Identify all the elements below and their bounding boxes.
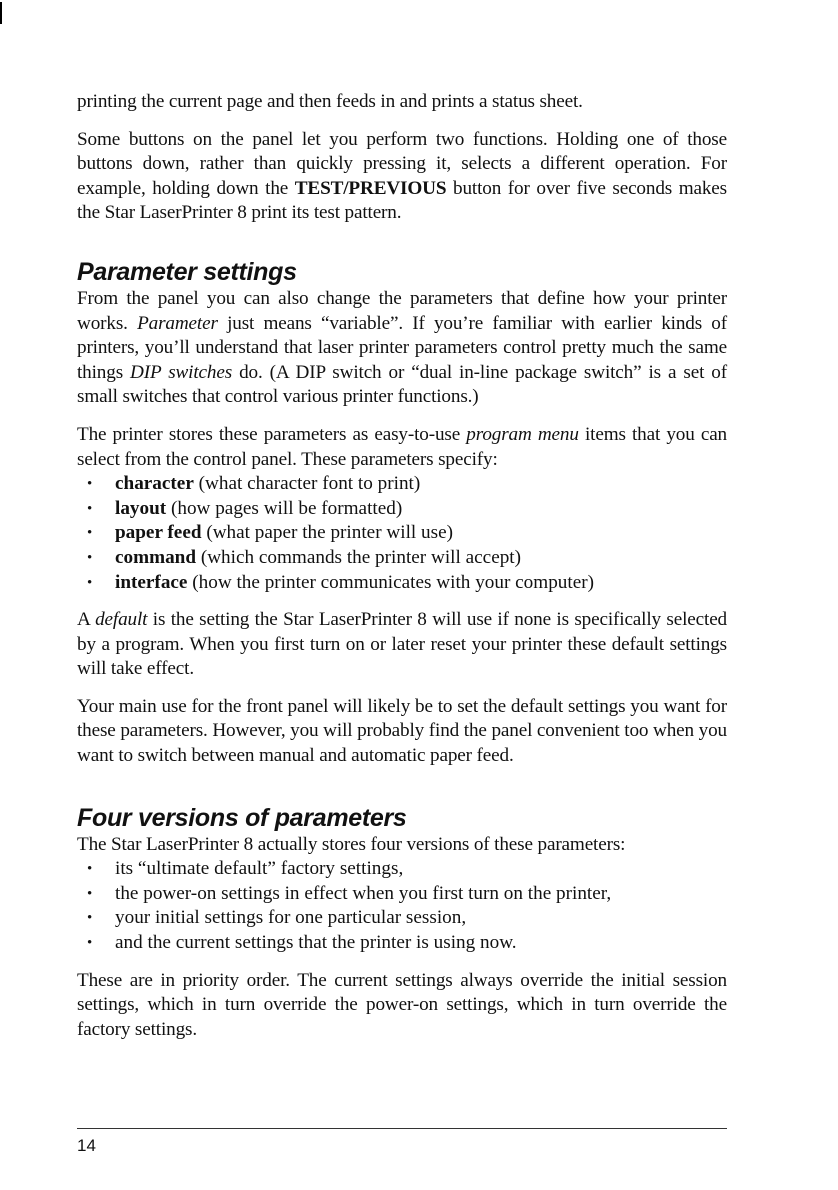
versions-list bbox=[77, 857, 727, 955]
list-item: • layout (how pages will be formatted) bbox=[77, 497, 727, 522]
list-item: • paper feed (what paper the printer will use) bbox=[77, 521, 727, 546]
program-menu-paragraph: The printer stores these parameters as easy-to-use program menu items that you can select from the control panel. These parameters specify: bbox=[77, 423, 728, 470]
buttons-paragraph: Some buttons on the panel let you perform two functions. Holding one of those buttons down, rather than quickly pressing it, selects a different operation. For example, holding down the TEST/PREVIOUS button for over five seconds makes the Star LaserPrinter 8 print its test pattern. bbox=[77, 128, 727, 224]
list-item: • interface (how the printer communicates with your computer) bbox=[77, 571, 727, 596]
front-panel-use-paragraph: Your main use for the front panel will likely be to set the default settings you want for these parameters. However, you will probably find the panel convenient too when you want to switch between manual and automatic paper feed. bbox=[77, 695, 727, 767]
list-item: • character (what character font to print) bbox=[77, 472, 727, 497]
document-page bbox=[77, 90, 727, 1042]
parameters-definition-paragraph: From the panel you can also change the parameters that define how your printer works. Parameter just means “variable”. If you’re familiar with earlier kinds of printers, you’ll understand that laser printer parameters control pretty much the same things DIP switches do. (A DIP switch or “dual in-line package switch” is a set of small switches that control various printer functions.) bbox=[77, 287, 727, 408]
section-heading-parameter-settings: Parameter settings bbox=[77, 257, 297, 286]
button-name-test-previous: TEST/PREVIOUS bbox=[294, 177, 447, 199]
list-item: • the power-on settings in effect when you first turn on the printer, bbox=[77, 882, 727, 907]
priority-order-paragraph: These are in priority order. The current settings always override the initial session settings, which in turn override the power-on settings, which in turn override the factory settings. bbox=[77, 969, 727, 1040]
intro-paragraph: printing the current page and then feeds in and prints a status sheet. bbox=[77, 91, 583, 112]
section-heading-four-versions: Four versions of parameters bbox=[77, 803, 407, 832]
list-item: • its “ultimate default” factory settings, bbox=[77, 857, 727, 882]
list-item: • and the current settings that the printer is using now. bbox=[77, 931, 727, 956]
footer-divider bbox=[77, 1128, 727, 1129]
parameter-list bbox=[77, 472, 727, 595]
page-number: 14 bbox=[77, 1136, 96, 1155]
default-definition-paragraph: A default is the setting the Star LaserPrinter 8 will use if none is specifically selected by a program. When you first turn on or later reset your printer these default settings will take effect. bbox=[77, 609, 728, 680]
list-item: • command (which commands the printer will accept) bbox=[77, 546, 727, 571]
scan-artifact bbox=[0, 2, 2, 24]
list-item: • your initial settings for one particular session, bbox=[77, 906, 727, 931]
four-versions-intro: The Star LaserPrinter 8 actually stores four versions of these parameters: bbox=[77, 833, 626, 855]
